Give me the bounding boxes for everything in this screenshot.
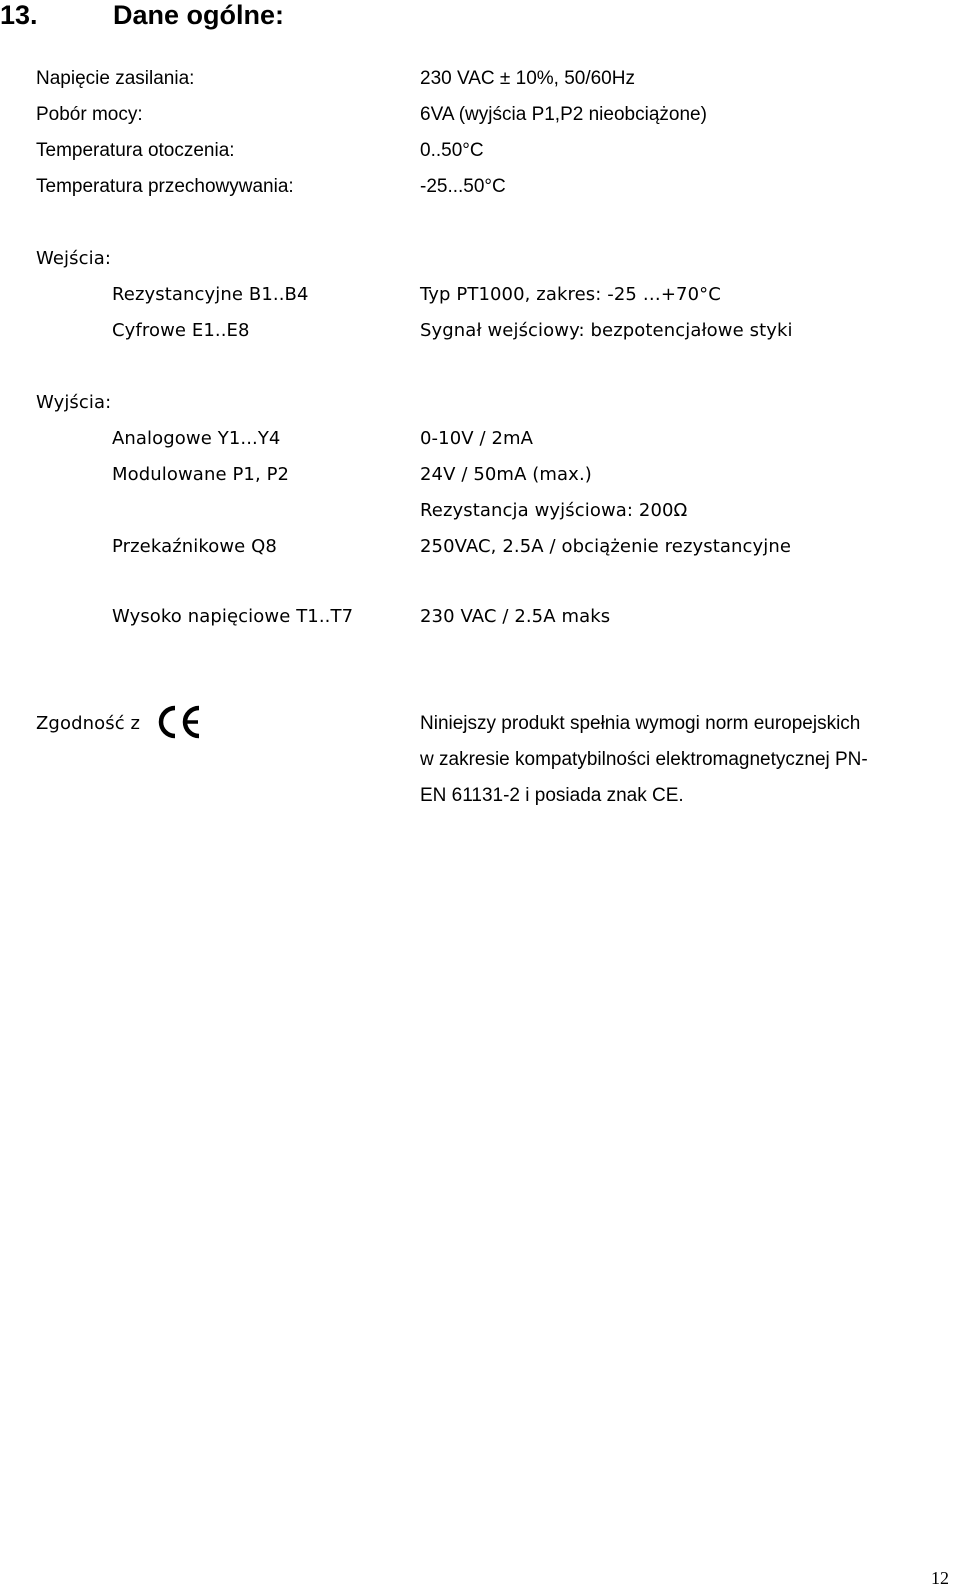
input-value-digital: Sygnał wejściowy: bezpotencjałowe styki bbox=[420, 320, 793, 341]
section-number: 13. bbox=[0, 0, 38, 30]
output-label-analog: Analogowe Y1...Y4 bbox=[112, 428, 281, 449]
output-value-relay: 250VAC, 2.5A / obciążenie rezystancyjne bbox=[420, 536, 792, 557]
outputs-heading: Wyjścia: bbox=[36, 392, 112, 413]
spec-value-power-consumption: 6VA (wyjścia P1,P2 nieobciążone) bbox=[420, 104, 707, 125]
output-value-high-voltage: 230 VAC / 2.5A maks bbox=[420, 606, 611, 627]
output-value-resistance: Rezystancja wyjściowa: 200Ω bbox=[420, 500, 688, 521]
spec-value-ambient-temp: 0..50°C bbox=[420, 140, 484, 161]
ce-mark-icon bbox=[155, 704, 203, 740]
compliance-text-line-3: EN 61131-2 i posiada znak CE. bbox=[420, 785, 684, 806]
compliance-text-line-2: w zakresie kompatybilności elektromagnetycznej PN- bbox=[420, 749, 868, 770]
page-number: 12 bbox=[931, 1568, 949, 1588]
section-title: Dane ogólne: bbox=[113, 0, 285, 30]
output-value-modulated: 24V / 50mA (max.) bbox=[420, 464, 592, 485]
spec-label-supply-voltage: Napięcie zasilania: bbox=[36, 68, 195, 89]
spec-value-storage-temp: -25...50°C bbox=[420, 176, 506, 197]
output-label-relay: Przekaźnikowe Q8 bbox=[112, 536, 277, 557]
input-label-resistive: Rezystancyjne B1..B4 bbox=[112, 284, 309, 305]
input-label-digital: Cyfrowe E1..E8 bbox=[112, 320, 250, 341]
output-label-high-voltage: Wysoko napięciowe T1..T7 bbox=[112, 606, 354, 627]
spec-value-supply-voltage: 230 VAC ± 10%, 50/60Hz bbox=[420, 68, 635, 89]
spec-label-power-consumption: Pobór mocy: bbox=[36, 104, 143, 125]
spec-label-storage-temp: Temperatura przechowywania: bbox=[36, 176, 294, 197]
input-value-resistive: Typ PT1000, zakres: -25 …+70°C bbox=[420, 284, 721, 305]
compliance-label: Zgodność z bbox=[36, 713, 141, 734]
output-value-analog: 0-10V / 2mA bbox=[420, 428, 534, 449]
output-label-modulated: Modulowane P1, P2 bbox=[112, 464, 290, 485]
inputs-heading: Wejścia: bbox=[36, 248, 111, 269]
spec-label-ambient-temp: Temperatura otoczenia: bbox=[36, 140, 235, 161]
compliance-text-line-1: Niniejszy produkt spełnia wymogi norm europejskich bbox=[420, 713, 861, 734]
